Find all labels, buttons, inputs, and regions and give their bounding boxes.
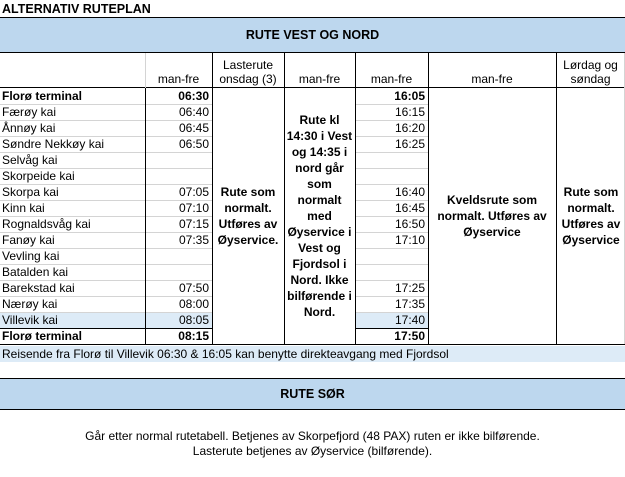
header-helg: Lørdag og søndag — [563, 58, 618, 86]
departure-time: 08:00 — [178, 297, 209, 311]
divider — [355, 120, 428, 121]
divider — [355, 232, 428, 233]
divider — [0, 152, 212, 153]
stop-name: Rognaldsvåg kai — [2, 217, 91, 231]
departure-time: 16:45 — [394, 201, 425, 215]
departure-time — [355, 264, 428, 280]
divider — [355, 53, 356, 344]
section-band-sor: RUTE SØR — [0, 379, 625, 409]
divider — [0, 409, 625, 410]
divider — [355, 136, 428, 137]
departure-time: 16:15 — [394, 105, 425, 119]
departure-time — [145, 152, 212, 168]
departure-time: 06:30 — [178, 89, 209, 103]
direct-departure-note: Reisende fra Florø til Villevik 06:30 & 16:05 kan benytte direktеavgang med Fjordsol — [0, 346, 625, 362]
divider — [355, 248, 428, 249]
header-man-fre-1: man-fre — [157, 72, 200, 86]
departure-time: 07:35 — [178, 233, 209, 247]
divider — [212, 53, 213, 344]
header-man-fre-2: man-fre — [298, 72, 341, 86]
departure-time — [145, 248, 212, 264]
divider — [355, 168, 428, 169]
divider — [355, 296, 428, 297]
divider — [0, 168, 212, 169]
departure-time — [355, 168, 428, 184]
header-lasterute: Lasterute onsdag (3) — [219, 58, 277, 86]
divider — [355, 200, 428, 201]
departure-time: 17:10 — [394, 233, 425, 247]
divider — [0, 264, 212, 265]
stop-name: Vevling kai — [2, 249, 60, 263]
divider — [355, 328, 428, 329]
departure-time — [145, 168, 212, 184]
divider — [355, 216, 428, 217]
sor-description-line-2: Lasterute betjenes av Øyservice (bilførende). — [192, 444, 433, 458]
stop-name: Søndre Nekkøy kai — [2, 137, 105, 151]
divider — [0, 296, 212, 297]
stop-name: Selvåg kai — [2, 153, 58, 167]
stop-name: Florø terminal — [2, 89, 83, 103]
divider — [0, 184, 212, 185]
divider — [145, 53, 146, 88]
departure-time: 17:50 — [394, 329, 425, 343]
divider — [355, 104, 428, 105]
departure-time — [355, 248, 428, 264]
divider — [0, 328, 212, 329]
divider — [0, 120, 212, 121]
divider — [0, 312, 212, 313]
departure-time: 07:10 — [178, 201, 209, 215]
divider — [0, 17, 625, 18]
section-band-vest-nord: RUTE VEST OG NORD — [0, 18, 625, 52]
departure-time: 07:05 — [178, 185, 209, 199]
stop-name: Batalden kai — [2, 265, 69, 279]
divider — [556, 53, 557, 344]
departure-time — [145, 264, 212, 280]
stop-name: Ånnøy kai — [2, 121, 56, 135]
departure-time: 06:45 — [178, 121, 209, 135]
lasterute-note: Rute som normalt. Utføres av Øyservice. — [217, 185, 279, 247]
departure-time — [355, 152, 428, 168]
divider — [284, 53, 285, 344]
divider — [0, 344, 625, 345]
departure-time: 06:50 — [178, 137, 209, 151]
page-title: ALTERNATIV RUTEPLAN — [2, 2, 151, 16]
stop-name: Fanøy kai — [2, 233, 55, 247]
stop-name: Villevik kai — [0, 312, 145, 328]
stop-name: Nærøy kai — [2, 297, 58, 311]
departure-time: 07:15 — [178, 217, 209, 231]
divider — [355, 264, 428, 265]
header-man-fre-4: man-fre — [471, 72, 513, 86]
departure-time: 17:25 — [394, 281, 425, 295]
afternoon-route-note: Rute kl 14:30 i Vest og 14:35 i nord går som normalt med Øyservice i Vest og Fjordsol i Nord. Ikke bilførende i Nord. — [286, 113, 353, 319]
divider — [0, 104, 212, 105]
departure-time: 17:40 — [355, 312, 428, 328]
stop-name: Skorpeide kai — [2, 169, 75, 183]
divider — [428, 53, 429, 344]
divider — [145, 88, 146, 344]
stop-name: Færøy kai — [2, 105, 56, 119]
weekend-route-note: Rute som normalt. Utføres av Øyservice — [561, 185, 621, 247]
divider — [355, 312, 428, 313]
stop-name: Florø terminal — [2, 329, 83, 343]
divider — [355, 184, 428, 185]
departure-time: 16:50 — [394, 217, 425, 231]
divider — [0, 232, 212, 233]
departure-time: 06:40 — [178, 105, 209, 119]
departure-time: 08:15 — [178, 329, 209, 343]
divider — [0, 216, 212, 217]
divider — [0, 248, 212, 249]
stop-name: Skorpa kai — [2, 185, 59, 199]
divider — [355, 280, 428, 281]
departure-time: 16:40 — [394, 185, 425, 199]
divider — [355, 152, 428, 153]
divider — [0, 280, 212, 281]
divider — [0, 200, 212, 201]
departure-time: 07:50 — [178, 281, 209, 295]
evening-route-note: Kveldsrute som normalt. Utføres av Øyservice — [437, 193, 547, 239]
divider — [0, 136, 212, 137]
stop-name: Barekstad kai — [2, 281, 75, 295]
departure-time: 16:25 — [394, 137, 425, 151]
stop-name: Kinn kai — [2, 201, 45, 215]
header-man-fre-3: man-fre — [370, 72, 413, 86]
departure-time: 16:20 — [394, 121, 425, 135]
departure-time: 08:05 — [145, 312, 212, 328]
sor-description-line-1: Går etter normal rutetabell. Betjenes av Skorpefjord (48 PAX) ruten er ikke bilførende. — [85, 429, 540, 443]
departure-time: 17:35 — [394, 297, 425, 311]
departure-time: 16:05 — [394, 89, 425, 103]
